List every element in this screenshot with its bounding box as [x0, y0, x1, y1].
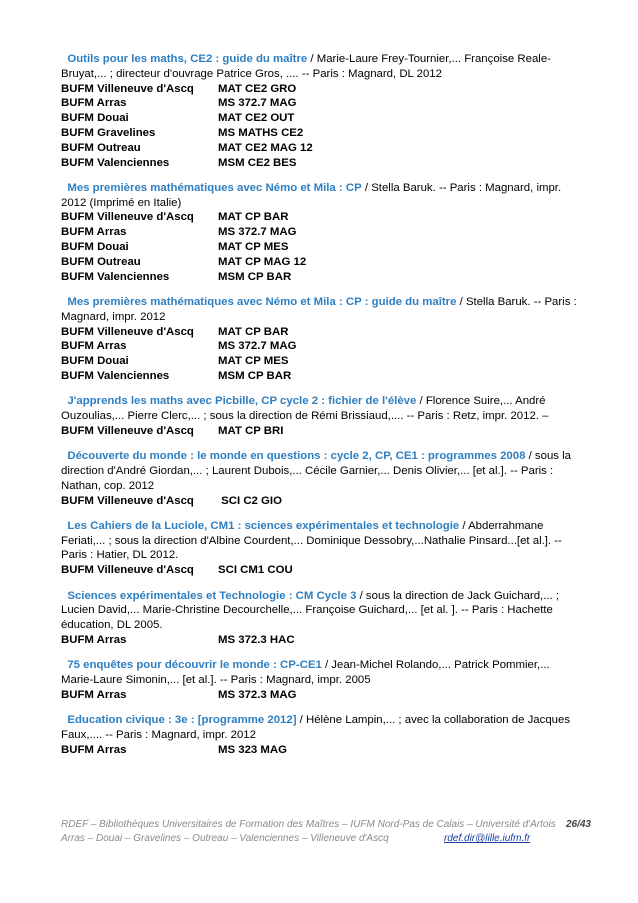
holding-call-number: MAT CE2 GRO [218, 82, 297, 95]
holding-library: BUFM Villeneuve d'Ascq [61, 494, 194, 507]
holding-row [61, 141, 581, 156]
holding-call-number: MS 372.7 MAG [218, 226, 297, 239]
holding-row [61, 325, 581, 340]
holding-call-number: MAT CP MES [218, 241, 289, 254]
entry-details: / Marie-Laure Frey-Tournier,... Françoise Reale-Bruyat,... ; directeur d'ouvrage Patrice Gros, .... -- Paris : Magnard, DL 2012 [61, 53, 551, 80]
entry-details: / Stella Baruk. -- Paris : Magnard, impr. 2012 (Imprimé en Italie) [61, 181, 562, 209]
entry-title: Mes premières mathématiques avec Némo et Mila : CP [67, 181, 362, 194]
holding-call-number: SCI CM1 COU [218, 564, 293, 577]
holding-row [61, 369, 581, 384]
footer-institution: RDEF – Bibliothèques Universitaires de Formation des Maîtres – IUFM Nord-Pas de Calais – Université d'Artois [61, 819, 556, 830]
holding-row [61, 424, 581, 439]
holding-library: BUFM Douai [61, 355, 129, 368]
footer-row-2 [61, 832, 591, 846]
holding-call-number: MS 372.7 MAG [218, 97, 297, 110]
page-number: 26/43 [565, 819, 591, 830]
holding-row [61, 339, 581, 354]
holding-row [61, 225, 581, 240]
catalog-entry [61, 519, 581, 578]
holding-call-number: MSM CE2 BES [218, 156, 297, 169]
entry-description [61, 713, 581, 743]
entry-title: Education civique : 3e : [programme 2012] [67, 714, 297, 727]
holding-library: BUFM Villeneuve d'Ascq [61, 325, 194, 338]
holding-call-number: MS 372.3 MAG [218, 688, 297, 701]
catalog-entry [61, 713, 581, 757]
holding-library: BUFM Outreau [61, 141, 141, 154]
entry-details: / sous la direction d'André Giordan,... ; Laurent Dubois,... Cécile Garnier,... Denis Olivier,... [et al.]. -- Paris : Nathan, cop. 2012 [61, 450, 572, 492]
footer-email-link[interactable]: rdef.dir@lille.iufm.fr [444, 833, 531, 844]
catalog-entry [61, 52, 581, 170]
catalog-entry-list [61, 52, 581, 757]
holding-library: BUFM Arras [61, 633, 127, 646]
footer-row-1 [61, 818, 591, 832]
holding-call-number: MAT CE2 MAG 12 [218, 141, 313, 154]
catalog-entry [61, 658, 581, 702]
catalog-entry [61, 394, 581, 438]
entry-description [61, 295, 581, 325]
entry-title: 75 enquêtes pour découvrir le monde : CP-CE1 [67, 659, 322, 672]
entry-title: Outils pour les maths, CE2 : guide du maître [67, 53, 308, 65]
entry-description [61, 519, 581, 563]
holding-row [61, 111, 581, 126]
holding-row [61, 210, 581, 225]
entry-title: Sciences expérimentales et Technologie : CM Cycle 3 [67, 589, 357, 602]
holding-call-number: MS MATHS CE2 [218, 126, 304, 139]
holding-call-number: MSM CP BAR [218, 369, 292, 382]
holding-call-number: MAT CE2 OUT [218, 112, 295, 125]
entry-details: / sous la direction de Jack Guichard,... ; Lucien David,... Marie-Christine Decourchelle,... Françoise Guichard,... [et al. ]. -- Paris : Hachette éducation, DL 2005. [61, 589, 560, 632]
holding-library: BUFM Douai [61, 241, 129, 254]
entry-title: Découverte du monde : le monde en questions : cycle 2, CP, CE1 : programmes 2008 [67, 450, 526, 463]
catalog-entry [61, 589, 581, 648]
catalog-entry [61, 449, 581, 508]
entry-details: / Abderrahmane Feriati,... ; sous la direction d'Albine Courdent,... Dominique Dessobry,...Nathalie Pinsard...[et al.]. -- Paris : Hatier, DL 2012. [61, 519, 562, 562]
entry-description [61, 181, 581, 211]
entry-details: / Florence Suire,... André Ouzoulias,... Pierre Clerc,... ; sous la direction de Rémi Brissiaud,.... -- Paris : Retz, impr. 2012. – [61, 395, 549, 423]
holding-call-number: MAT CP MAG 12 [218, 255, 307, 268]
holding-row [61, 494, 581, 509]
holding-row [61, 270, 581, 285]
holding-row [61, 743, 581, 758]
holding-call-number: MAT CP BRI [218, 424, 284, 437]
holding-row [61, 126, 581, 141]
holding-row [61, 156, 581, 171]
holding-call-number: SCI C2 GIO [218, 494, 282, 507]
holding-call-number: MS 372.3 HAC [218, 633, 295, 646]
catalog-entry [61, 181, 581, 285]
page-footer [61, 818, 591, 846]
holding-call-number: MS 372.7 MAG [218, 340, 297, 353]
holding-row [61, 96, 581, 111]
holding-library: BUFM Arras [61, 97, 127, 110]
holding-library: BUFM Valenciennes [61, 270, 170, 283]
entry-description [61, 449, 581, 493]
entry-description [61, 52, 581, 82]
holding-library: BUFM Villeneuve d'Ascq [61, 211, 194, 224]
entry-description [61, 589, 581, 633]
holding-row [61, 633, 581, 648]
holding-call-number: MAT CP BAR [218, 325, 289, 338]
document-page [61, 52, 581, 768]
entry-title: Mes premières mathématiques avec Némo et Mila : CP : guide du maître [67, 295, 457, 308]
holding-row [61, 688, 581, 703]
entry-details: / Stella Baruk. -- Paris : Magnard, impr. 2012 [61, 295, 577, 323]
holding-library: BUFM Outreau [61, 255, 141, 268]
entry-title: Les Cahiers de la Luciole, CM1 : sciences expérimentales et technologie [67, 519, 460, 532]
holding-library: BUFM Arras [61, 743, 127, 756]
holding-library: BUFM Douai [61, 112, 129, 125]
footer-sites: Arras – Douai – Gravelines – Outreau – Valenciennes – Villeneuve d'Ascq [61, 833, 389, 844]
entry-title: J'apprends les maths avec Picbille, CP cycle 2 : fichier de l'élève [67, 395, 417, 408]
entry-description [61, 658, 581, 688]
holding-row [61, 354, 581, 369]
entry-description [61, 394, 581, 424]
entry-details: / Hélène Lampin,... ; avec la collaboration de Jacques Faux,.... -- Paris : Magnard, impr. 2012 [61, 714, 571, 741]
entry-details: / Jean-Michel Rolando,... Patrick Pommier,... Marie-Laure Simonin,... [et al.]. -- Paris : Magnard, impr. 2005 [61, 659, 550, 686]
catalog-entry [61, 295, 581, 384]
holding-library: BUFM Arras [61, 688, 127, 701]
holding-call-number: MAT CP BAR [218, 211, 289, 224]
holding-library: BUFM Valenciennes [61, 369, 170, 382]
holding-library: BUFM Valenciennes [61, 156, 170, 169]
holding-row [61, 82, 581, 97]
holding-call-number: MSM CP BAR [218, 270, 292, 283]
holding-library: BUFM Arras [61, 340, 127, 353]
holding-library: BUFM Arras [61, 226, 127, 239]
holding-library: BUFM Villeneuve d'Ascq [61, 424, 194, 437]
holding-call-number: MAT CP MES [218, 355, 289, 368]
holding-row [61, 255, 581, 270]
holding-library: BUFM Gravelines [61, 126, 156, 139]
holding-row [61, 240, 581, 255]
holding-row [61, 563, 581, 578]
holding-library: BUFM Villeneuve d'Ascq [61, 82, 194, 95]
holding-call-number: MS 323 MAG [218, 743, 287, 756]
holding-library: BUFM Villeneuve d'Ascq [61, 564, 194, 577]
